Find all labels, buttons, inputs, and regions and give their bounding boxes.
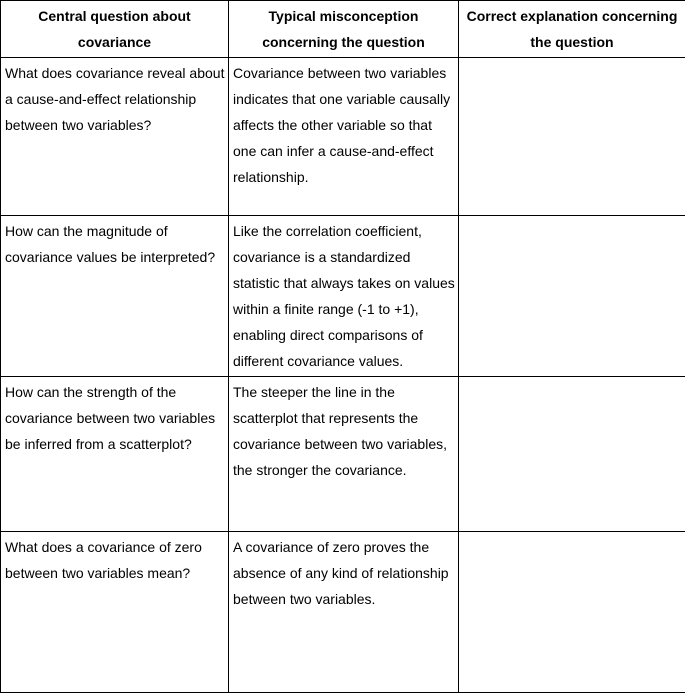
- cell-explanation-4: [459, 532, 685, 693]
- cell-misconception-3: The steeper the line in the scatterplot that represents the covariance between two variables, the stronger the covariance.: [229, 377, 459, 532]
- header-row: [1, 1, 685, 58]
- cell-misconception-1: Covariance between two variables indicates that one variable causally affects the other variable so that one can infer a cause-and-effect relationship.: [229, 58, 459, 216]
- cell-misconception-2: Like the correlation coefficient, covariance is a standardized statistic that always takes on values within a finite range (-1 to +1), enabling direct comparisons of different covariance values.: [229, 216, 459, 377]
- table-row: [1, 216, 685, 377]
- header-correct-explanation: Correct explanation concerning the question: [459, 1, 685, 58]
- header-central-question: Central question about covariance: [1, 1, 229, 58]
- cell-explanation-3: [459, 377, 685, 532]
- table-row: [1, 532, 685, 693]
- cell-misconception-4: A covariance of zero proves the absence of any kind of relationship between two variables.: [229, 532, 459, 693]
- cell-explanation-2: [459, 216, 685, 377]
- cell-explanation-1: [459, 58, 685, 216]
- table-row: [1, 377, 685, 532]
- cell-question-2: How can the magnitude of covariance values be interpreted?: [1, 216, 229, 377]
- header-typical-misconception: Typical misconception concerning the question: [229, 1, 459, 58]
- cell-question-3: How can the strength of the covariance between two variables be inferred from a scatterplot?: [1, 377, 229, 532]
- table-row: [1, 58, 685, 216]
- cell-question-1: What does covariance reveal about a cause-and-effect relationship between two variables?: [1, 58, 229, 216]
- cell-question-4: What does a covariance of zero between two variables mean?: [1, 532, 229, 693]
